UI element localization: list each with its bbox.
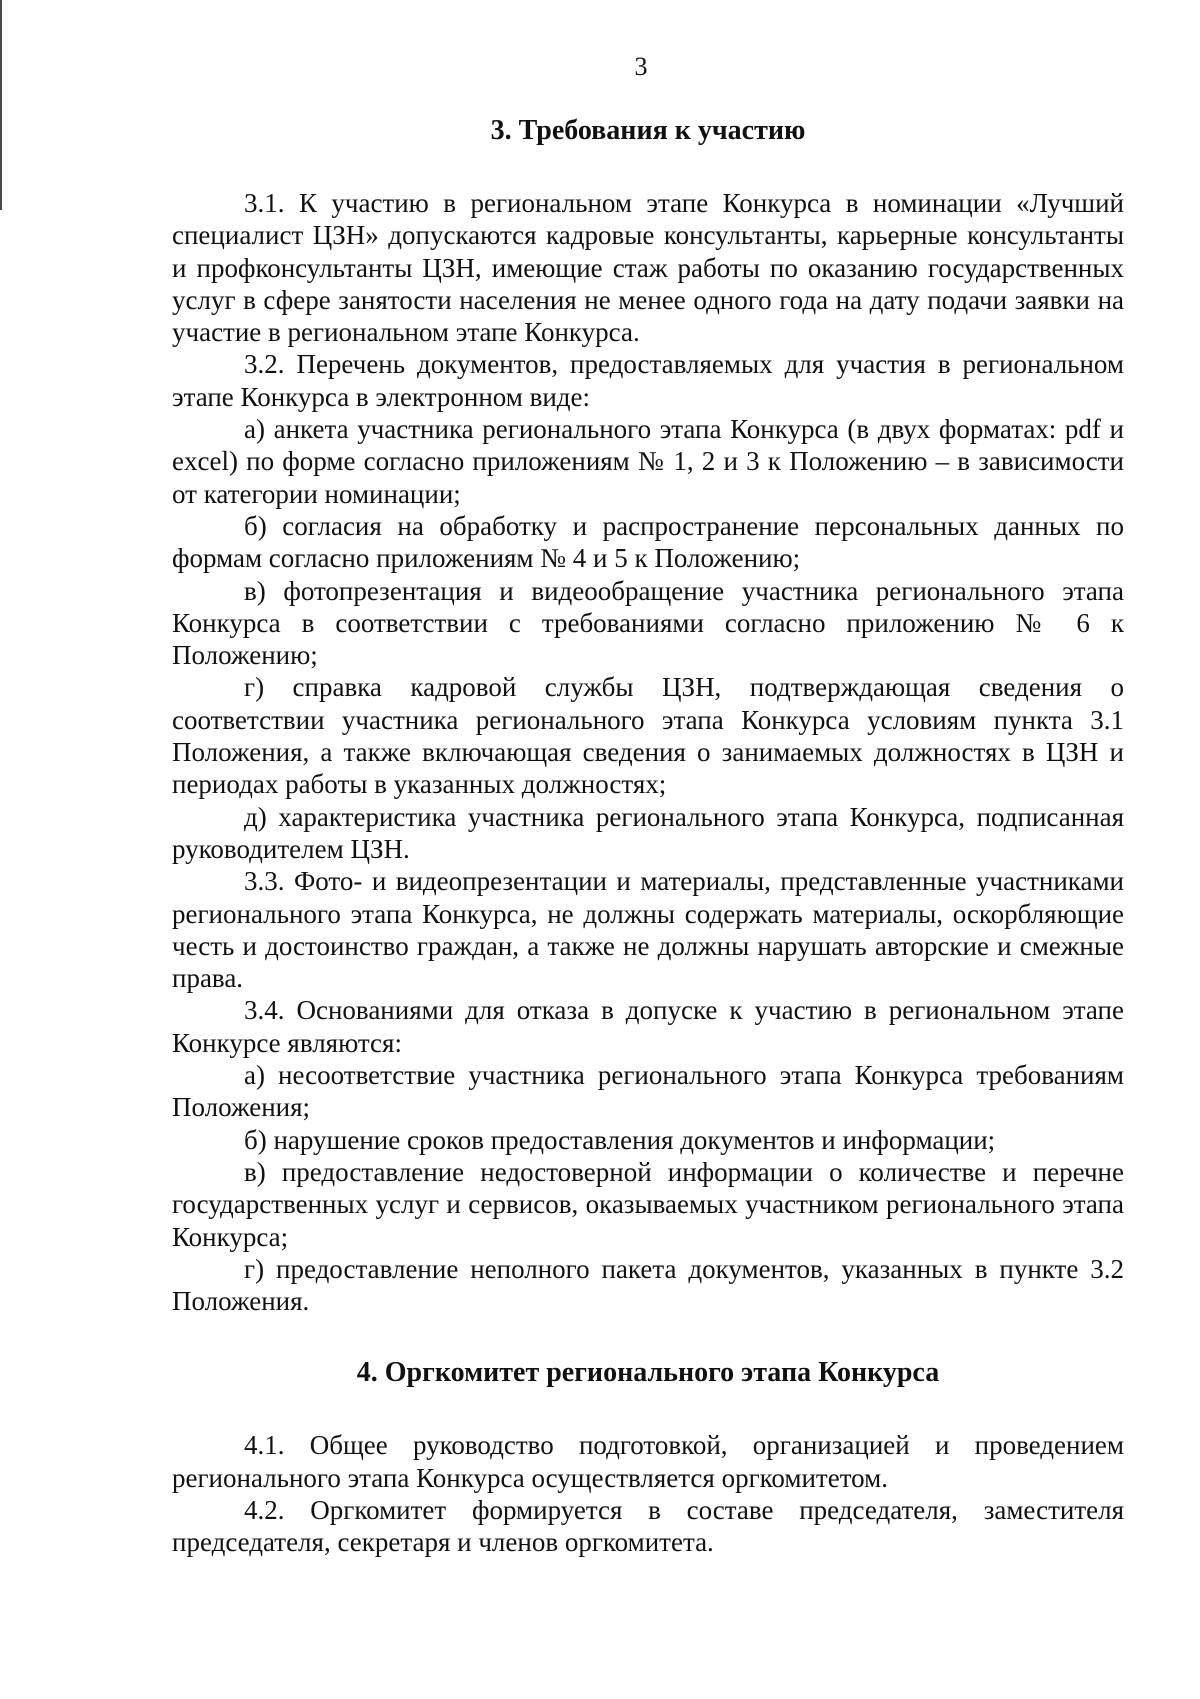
paragraph-3-2-v: в) фотопрезентация и видеообращение участника регионального этапа Конкурса в соответствии с требованиями согласно приложению № 6 к Положению;: [172, 575, 1124, 671]
paragraph-3-4: 3.4. Основаниями для отказа в допуске к участию в региональном этапе Конкурсе являются:: [172, 995, 1124, 1058]
paragraph-3-2-a: а) анкета участника регионального этапа Конкурса (в двух форматах: pdf и excel) по форме согласно приложениям № 1, 2 и 3 к Положению – в зависимости от категории номинации;: [172, 414, 1124, 509]
paragraph-3-4-v: в) предоставление недостоверной информации о количестве и перечне государственных услуг и сервисов, оказываемых участником регионального этапа Конкурса;: [172, 1156, 1124, 1252]
document-body: [172, 114, 1124, 1559]
paragraph-4-1: 4.1. Общее руководство подготовкой, организацией и проведением регионального этапа Конкурса осуществляется оргкомитетом.: [172, 1430, 1124, 1493]
paragraph-4-2: 4.2. Оргкомитет формируется в составе председателя, заместителя председателя, секретаря и членов оргкомитета.: [172, 1494, 1124, 1558]
scan-edge-mark: [0, 0, 5, 210]
paragraph-3-2-b: б) согласия на обработку и распространение персональных данных по формам согласно приложениям № 4 и 5 к Положению;: [172, 510, 1124, 574]
section-3-heading: 3. Требования к участию: [490, 115, 806, 146]
paragraph-3-2: 3.2. Перечень документов, предоставляемых для участия в региональном этапе Конкурса в электронном виде:: [172, 349, 1124, 412]
paragraph-3-2-d: д) характеристика участника регионального этапа Конкурса, подписанная руководителем ЦЗН.: [172, 801, 1124, 864]
paragraph-3-4-g: г) предоставление неполного пакета документов, указанных в пункте 3.2 Положения.: [172, 1253, 1124, 1317]
paragraph-3-3: 3.3. Фото- и видеопрезентации и материалы, представленные участниками регионального этапа Конкурса, не должны содержать материалы, оскорбляющие честь и достоинство граждан, а также не должны нарушать авторские и смежные права.: [172, 866, 1124, 994]
paragraph-3-2-g: г) справка кадровой службы ЦЗН, подтверждающая сведения о соответствии участника регионального этапа Конкурса условиям пункта 3.1 Положения, а также включающая сведения о занимаемых должностях в ЦЗН и периодах работы в указанных должностях;: [172, 672, 1124, 800]
paragraph-3-4-a: а) несоответствие участника регионального этапа Конкурса требованиям Положения;: [172, 1060, 1124, 1123]
paragraph-3-4-b: б) нарушение сроков предоставления документов и информации;: [244, 1124, 996, 1155]
paragraph-3-1: 3.1. К участию в региональном этапе Конкурса в номинации «Лучший специалист ЦЗН» допускаются кадровые консультанты, карьерные консультанты и профконсультанты ЦЗН, имеющие стаж работы по оказанию государственных услуг в сфере занятости населения не менее одного года на дату подачи заявки на участие в региональном этапе Конкурса.: [172, 188, 1124, 348]
page-number: 3: [634, 52, 648, 81]
section-4-heading: 4. Оргкомитет регионального этапа Конкурса: [356, 1357, 940, 1389]
